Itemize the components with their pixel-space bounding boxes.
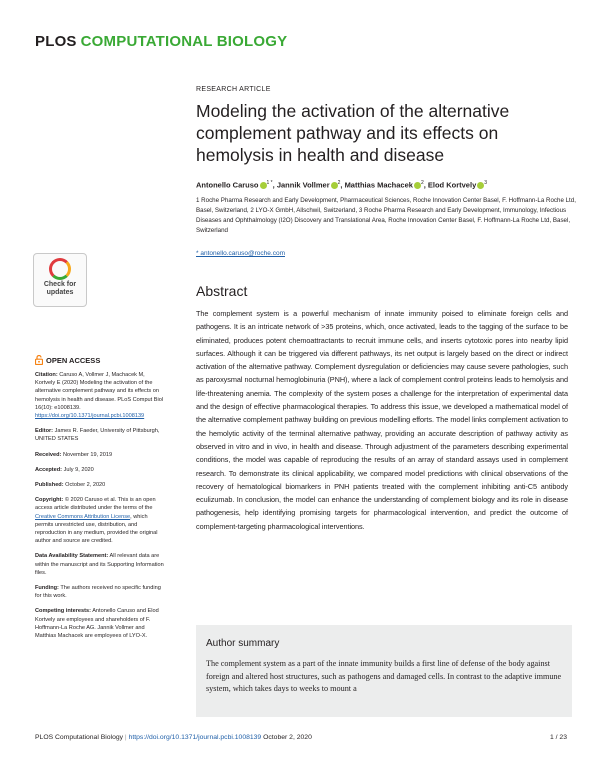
- article-info-sidebar: [35, 371, 165, 647]
- accepted-block: [35, 466, 165, 474]
- footer-journal: PLOS Computational Biology: [35, 734, 124, 741]
- copyright-text-1: © 2020 Caruso et al. This is an open access article distributed under the terms of the: [35, 497, 156, 512]
- open-access-text: OPEN ACCESS: [46, 355, 101, 365]
- check-for-updates-badge[interactable]: [33, 253, 87, 307]
- received-label: Received:: [35, 451, 62, 458]
- published-text: October 2, 2020: [65, 482, 106, 489]
- author-summary-box: [196, 625, 572, 717]
- author-name: Elod Kortvely: [427, 180, 477, 190]
- copyright-label: Copyright:: [35, 497, 64, 504]
- author-name: Matthias Machacek: [344, 180, 413, 190]
- footer-left: [35, 734, 312, 741]
- copyright-text-2: , which permits unrestricted use, distribution, and reproduction in any medium, provided the original author and source are credited.: [35, 513, 158, 545]
- article-type: RESEARCH ARTICLE: [196, 86, 271, 93]
- abstract-heading: Abstract: [196, 283, 248, 299]
- check-updates-icon: [49, 258, 71, 280]
- footer-date: October 2, 2020: [263, 734, 312, 741]
- competing-interests-text: Antonello Caruso and Elod Kortvely are employees and shareholders of F. Hoffmann-La Roche AG. Jannik Vollmer and Matthias Machacek are employees of LYO-X.: [35, 608, 159, 640]
- page-footer: [35, 734, 567, 741]
- data-availability-label: Data Availability Statement:: [35, 553, 109, 560]
- data-availability-text: All relevant data are within the manuscript and its Supporting Information files.: [35, 553, 164, 576]
- author-summary-heading: Author summary: [206, 638, 280, 649]
- journal-name: COMPUTATIONAL BIOLOGY: [80, 33, 288, 50]
- competing-interests-label: Competing interests:: [35, 608, 91, 615]
- corresponding-email: [196, 250, 285, 257]
- author-name: Jannik Vollmer: [276, 180, 330, 190]
- page-number: 1 / 23: [549, 734, 567, 741]
- copyright-block: [35, 496, 165, 545]
- email-link[interactable]: * antonello.caruso@roche.com: [196, 250, 285, 257]
- cc-license-link[interactable]: Creative Commons Attribution License: [35, 513, 131, 520]
- affiliations: 1 Roche Pharma Research and Early Development, Pharmaceutical Sciences, Roche Innovation Center Basel, F. Hoffmann-La Roche Ltd, Basel, Switzerland, 2 LYO-X GmbH, Allschwil, Switzerland, 3 Roche Pharma Research and Early Development, Immunology, Infectious Diseases and Ophthalmology (I2O) Discovery and Translational Area, Roche Innovation Center Basel, F. Hoffmann-La Roche Ltd, Basel, Switzerland: [196, 197, 576, 234]
- editor-label: Editor:: [35, 428, 54, 435]
- author-name: Antonello Caruso: [196, 180, 259, 190]
- funding-text: The authors received no specific funding for this work.: [35, 585, 161, 600]
- received-block: [35, 451, 165, 459]
- editor-text: James R. Faeder, University of Pittsburgh, UNITED STATES: [35, 428, 160, 443]
- open-lock-icon: [35, 355, 43, 365]
- badge-line2: updates: [46, 289, 74, 296]
- badge-line1: Check for: [43, 281, 77, 288]
- author-affil-sup: 2: [337, 180, 341, 186]
- orcid-icon[interactable]: [331, 182, 338, 189]
- accepted-text: July 9, 2020: [63, 466, 94, 473]
- citation-doi-link[interactable]: https://doi.org/10.1371/journal.pcbi.1008139: [35, 413, 145, 420]
- funding-block: [35, 584, 165, 600]
- orcid-icon[interactable]: [260, 182, 267, 189]
- competing-interests-block: [35, 607, 165, 640]
- funding-label: Funding:: [35, 585, 59, 592]
- author-list: Antonello Caruso $^{1 *}$, Jannik Vollmer $^2$, Matthias Machacek $^2$, Elod Kortvely $^3$: [196, 180, 488, 190]
- published-label: Published:: [35, 482, 64, 489]
- abstract-body: The complement system is a powerful mechanism of innate immunity poised to eliminate foreign cells and pathogens. It is an intricate network of >35 proteins, which, once activated, leads to the tagging of the surface to be eliminated, produces potent chemoattractants to recruit immune cells, and inserts cytotoxic pores into nearby lipid surfaces. Although it can be triggered via different pathways, its net output is largely based on the direct or indirect activation of the alternative pathway. Complement dysregulation or deficiencies may cause severe pathologies, such as paroxysmal nocturnal hemoglobinuria (PNH), where a lack of complement control proteins leads to hemolysis and life-threatening anemia. The complexity of the system poses a challenge for the interpretation of experimental data and the design of effective pharmacological therapies. To address this issue, we developed a mathematical model of the alternative complement pathway building on previous modelling efforts. The model links complement activation to the hemolytic activity of the terminal alternative pathway, providing an accurate description of pathway activity as observed in vitro and in vivo, in health and disease. Through adjustment of the parameters describing experimental conditions, the model was capable of reproducing the results of an array of standard assays used in complement research. To demonstrate its clinical applicability, we compared model predictions with clinical observations of the recovery of hematological biomarkers in PNH patients treated with the complement inhibiting anti-C5 antibody eculizumab. In conclusion, the model can enhance the understanding of complement biology and its role in disease pathogenesis, help identifying promising targets for pharmacological intervention, and predict the outcome of complement-targeting pharmacological interventions.: [196, 309, 568, 531]
- received-text: November 19, 2019: [63, 451, 113, 458]
- author-summary-body: The complement system as a part of the innate immunity builds a first line of defense of the body against foreign and altered host structures, such as pathogens and damaged cells. In contrast to the adaptive immune system, which takes days to weeks to mount a: [206, 659, 562, 693]
- orcid-icon[interactable]: [414, 182, 421, 189]
- article-title: Modeling the activation of the alternative complement pathway and its effects on hemolysis in health and disease: [196, 101, 510, 165]
- plos-logo-text: PLOS: [35, 33, 77, 50]
- author-affil-sup: 1 *: [266, 180, 273, 186]
- accepted-label: Accepted:: [35, 466, 63, 473]
- published-block: [35, 481, 165, 489]
- data-availability-block: [35, 552, 165, 577]
- editor-block: [35, 427, 165, 443]
- citation-block: [35, 371, 165, 420]
- footer-separator: |: [124, 734, 127, 741]
- open-access-label: [35, 355, 100, 365]
- footer-doi-link[interactable]: https://doi.org/10.1371/journal.pcbi.1008139: [128, 734, 262, 741]
- author-affil-sup: 3: [484, 180, 488, 186]
- citation-text: Caruso A, Vollmer J, Machacek M, Kortvely E (2020) Modeling the activation of the alternative complement pathway and its effects on hemolysis in health and disease. PLoS Comput Biol 16(10): e1008139.: [35, 372, 164, 411]
- author-affil-sup: 2: [420, 180, 424, 186]
- citation-label: Citation:: [35, 372, 58, 378]
- journal-header: [35, 33, 287, 50]
